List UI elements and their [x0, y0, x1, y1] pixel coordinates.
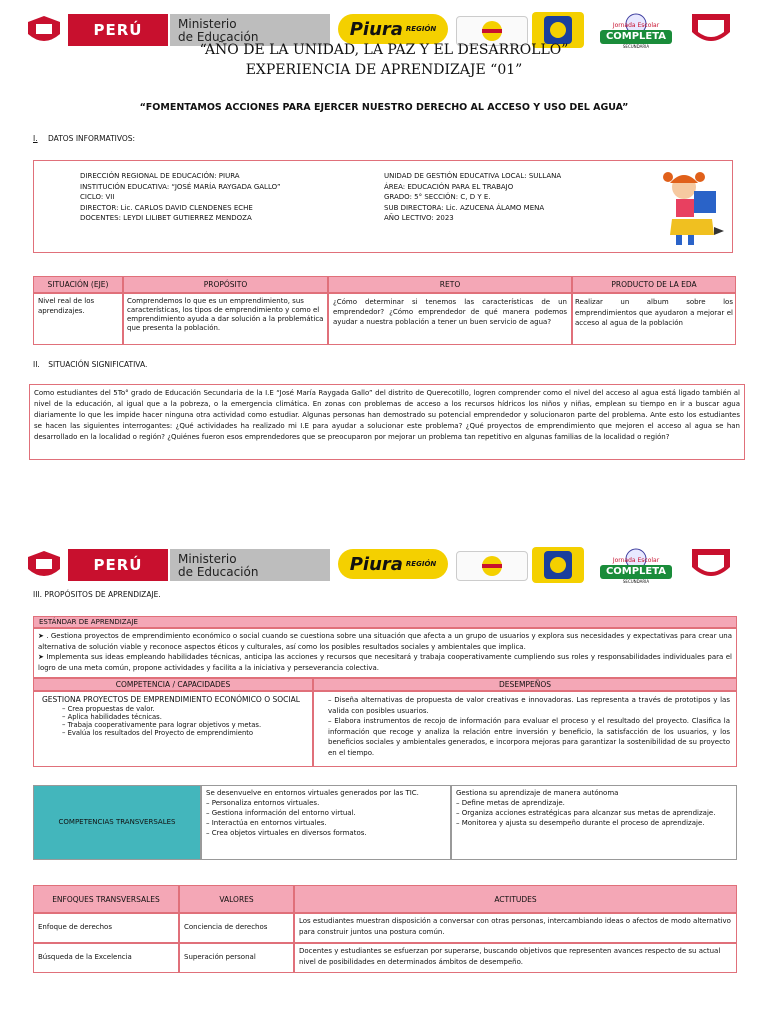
desempeno-text: Diseña alternativas de propuesta de valor creativas e innovadoras. Las representa a través de prototipos y las valida con posibles usuarios.: [328, 696, 730, 715]
th-actitudes: ACTITUDES: [294, 885, 737, 913]
capacidad-text: Trabaja cooperativamente para lograr objetivos y metas.: [67, 720, 262, 729]
ministerio-line1: Ministerio: [178, 17, 237, 31]
tic-item: – Interactúa en entornos virtuales.: [206, 819, 327, 827]
section1-label: DATOS INFORMATIVOS:: [48, 134, 136, 143]
capacidad-item: – Crea propuestas de valor.: [62, 704, 155, 713]
desempeno-text: Elabora instrumentos de recojo de información para evaluar el proceso y el resultado del proyecto. Clasifica la información que recoge y analiza la relación entre inversión y beneficio, la satisfacción de los usuarios, y los beneficios sociales y ambientales generados, e incorpora mejoras para garantizar la sostenibilidad de su proyecto en el tiempo.: [328, 717, 730, 757]
year-title: “AÑO DE LA UNIDAD, LA PAZ Y EL DESARROLLO”: [199, 42, 569, 58]
section3-heading: [33, 590, 161, 600]
estandar-item: [38, 631, 732, 652]
capacidad-text: Evalúa los resultados del Proyecto de emprendimiento: [67, 728, 254, 737]
piura-text: Piura: [349, 553, 403, 575]
tic-item-text: Personaliza entornos virtuales.: [211, 799, 320, 807]
td-proposito: Comprendemos lo que es un emprendimiento, sus características, los tipos de emprendimiento y como el emprendimiento ayuda a dar solución a la problemática que presenta la población.: [123, 293, 328, 345]
datos-docentes: DOCENTES: LEYDI LILIBET GUTIERREZ MENDOZA: [80, 214, 252, 222]
piura-text: Piura: [349, 18, 403, 40]
capacidad-text: Aplica habilidades técnicas.: [67, 712, 162, 721]
td-reto: ¿Cómo determinar si tenemos las características de un emprendedor? ¿Cómo emprendedor de qué manera podemos ayudar a nuestra población a tener un buen servicio de agua?: [328, 293, 572, 345]
jornada-line1: Jornada Escolar: [612, 557, 660, 564]
capacidad-item: – Evalúa los resultados del Proyecto de emprendimiento: [62, 728, 254, 737]
arrow-bullet-icon: ➤: [38, 632, 44, 640]
jornada-line3: SECUNDARIA: [622, 44, 650, 49]
peru-coat-of-arms-icon: [24, 549, 64, 583]
autonomo-item: – Organiza acciones estratégicas para alcanzar sus metas de aprendizaje.: [456, 809, 716, 817]
td-producto: Realizar un album sobre los emprendimientos que ayudaron a mejorar el acceso al agua de la población: [572, 293, 736, 345]
th-valores: VALORES: [179, 885, 294, 913]
experience-title: EXPERIENCIA DE APRENDIZAJE “01”: [245, 62, 523, 78]
td-situacion: Nivel real de los aprendizajes.: [33, 293, 123, 345]
section2-number: II.: [33, 360, 40, 369]
estandar-item-text: . Gestiona proyectos de emprendimiento económico o social cuando se cuestiona sobre una situación que afecta a un grupo de usuarios y explora sus necesidades y expectativas para crear una alternativa de solución viable y reconoce aspectos éticos y culturales, así como los posibles resultados sociales y ambientales que implica.: [38, 632, 733, 651]
datos-area: ÁREA: EDUCACIÓN PARA EL TRABAJO: [384, 182, 514, 191]
jornada-line2: COMPLETA: [605, 31, 667, 42]
th-proposito: PROPÓSITO: [123, 276, 328, 293]
autonomo-item: – Monitorea y ajusta su desempeño durante el proceso de aprendizaje.: [456, 819, 705, 827]
section3-label: PROPÓSITOS DE APRENDIZAJE.: [44, 590, 161, 599]
autonomo-item-text: Define metas de aprendizaje.: [461, 799, 565, 807]
autonomo-item-text: Monitorea y ajusta su desempeño durante el proceso de aprendizaje.: [461, 819, 705, 827]
capacidad-text: Crea propuestas de valor.: [67, 704, 155, 713]
datos-subdirectora: SUB DIRECTORA: Lic. AZUCENA ÁLAMO MENA: [384, 203, 545, 212]
tic-item: – Crea objetos virtuales en diversos formatos.: [206, 829, 367, 837]
datos-ie: INSTITUCIÓN EDUCATIVA: “JOSÉ MARÍA RAYGADA GALLO”: [80, 182, 281, 191]
autonomo-item-text: Organiza acciones estratégicas para alcanzar sus metas de aprendizaje.: [461, 809, 716, 817]
actitud-derechos: Los estudiantes muestran disposición a conversar con otras personas, intercambiando ideas o afectos de modo alternativo para construir juntos una postura común.: [294, 913, 737, 943]
datos-anio: AÑO LECTIVO: 2023: [384, 214, 454, 222]
competencia-cell: [33, 691, 313, 767]
enfoque-derechos: Enfoque de derechos: [33, 913, 179, 943]
datos-box: [33, 160, 733, 253]
datos-left: [80, 171, 380, 224]
institution-shield-icon: [688, 547, 734, 585]
datos-ugel: UNIDAD DE GESTIÓN EDUCATIVA LOCAL: SULLANA: [384, 172, 562, 180]
school-emblem-icon: [532, 547, 584, 583]
peru-label: PERÚ: [68, 549, 168, 581]
ministerio-line2: de Educación: [178, 30, 259, 44]
ministerio-line2: de Educación: [178, 565, 259, 579]
header-banner-2: [20, 547, 760, 585]
th-producto: PRODUCTO DE LA EDA: [572, 276, 736, 293]
peru-label: PERÚ: [68, 14, 168, 46]
th-competencia: COMPETENCIA / CAPACIDADES: [33, 678, 313, 691]
actitud-excelencia: Docentes y estudiantes se esfuerzan por superarse, buscando objetivos que representen avances respecto de su actual nivel de posibilidades en determinados ámbitos de desempeño.: [294, 943, 737, 973]
region-text: REGIÓN: [405, 25, 437, 33]
tic-cell: [201, 785, 451, 860]
competencias-transversales-label: [33, 785, 201, 860]
section2-heading: [33, 360, 147, 370]
tic-item: – Gestiona información del entorno virtual.: [206, 809, 356, 817]
capacidad-item: – Trabaja cooperativamente para lograr objetivos y metas.: [62, 720, 262, 729]
tic-item-text: Crea objetos virtuales en diversos formatos.: [211, 829, 367, 837]
th-enfoques: ENFOQUES TRANSVERSALES: [33, 885, 179, 913]
autonomo-item: – Define metas de aprendizaje.: [456, 799, 565, 807]
capacidad-item: – Aplica habilidades técnicas.: [62, 712, 162, 721]
estandar-item: [38, 652, 732, 673]
jornada-line2: COMPLETA: [605, 566, 667, 577]
autonomo-cell: [451, 785, 737, 860]
jornada-line1: Jornada Escolar: [612, 22, 660, 29]
section3-number: III.: [33, 590, 43, 599]
th-desempenos: DESEMPEÑOS: [313, 678, 737, 691]
estandar-box: [33, 628, 737, 678]
arrow-bullet-icon: ➤: [38, 653, 44, 661]
tic-item: – Personaliza entornos virtuales.: [206, 799, 320, 807]
desempenos-cell: [313, 691, 737, 767]
piura-logo: [338, 549, 448, 579]
tic-item-text: Interactúa en entornos virtuales.: [211, 819, 327, 827]
desempeno-item: – Diseña alternativas de propuesta de valor creativas e innovadoras. Las representa a través de prototipos y las valida con posibles usuarios.: [328, 696, 730, 715]
ministerio-label: [170, 549, 330, 581]
datos-ciclo: CICLO: VII: [80, 193, 115, 201]
valor-excelencia: Superación personal: [179, 943, 294, 973]
student-girl-illustration-icon: [654, 165, 728, 249]
jornada-line3: SECUNDARIA: [622, 579, 650, 584]
jornada-escolar-logo: [596, 547, 676, 585]
datos-right: [384, 171, 624, 224]
valor-derechos: Conciencia de derechos: [179, 913, 294, 943]
desempeno-item: – Elabora instrumentos de recojo de información para evaluar el proceso y el resultado del proyecto. Clasifica la información que recoge y analiza la relación entre inversión y beneficio, la satisfacción de los usuarios, y los beneficios sociales y ambientales generados, e incorpora mejoras para garantizar la sostenibilidad de su proyecto en el tiempo.: [328, 717, 730, 757]
tic-item-text: Gestiona información del entorno virtual.: [211, 809, 356, 817]
school-seal-icon: [456, 551, 528, 581]
competencias-transversales-text: COMPETENCIAS TRANSVERSALES: [58, 817, 176, 826]
ministerio-line1: Ministerio: [178, 552, 237, 566]
autonomo-intro: Gestiona su aprendizaje de manera autónoma: [456, 789, 619, 797]
piura-logo: [338, 14, 448, 44]
th-reto: RETO: [328, 276, 572, 293]
datos-director: DIRECTOR: Lic. CARLOS DAVID CLENDENES ECHE: [80, 203, 253, 212]
tic-intro: Se desenvuelve en entornos virtuales generados por las TIC.: [206, 789, 419, 797]
datos-grado: GRADO: 5° SECCIÓN: C, D Y E.: [384, 193, 491, 201]
section2-label: SITUACIÓN SIGNIFICATIVA.: [48, 360, 148, 369]
estandar-item-text: Implementa sus ideas empleando habilidades técnicas, anticipa las acciones y recursos que necesitará y trabaja cooperativamente cumpliendo sus roles y responsabilidades individuales para el logro de una meta común, propone actividades y facilita a la iniciativa y perseverancia colectiva.: [38, 653, 732, 672]
enfoque-excelencia: Búsqueda de la Excelencia: [33, 943, 179, 973]
estandar-title: ESTÁNDAR DE APRENDIZAJE: [33, 616, 737, 628]
region-text: REGIÓN: [405, 560, 437, 568]
section1-number: I.: [33, 134, 38, 143]
th-situacion: SITUACIÓN (EJE): [33, 276, 123, 293]
situacion-significativa-text: Como estudiantes del 5To° grado de Educación Secundaria de la I.E “José María Raygada Gallo” del distrito de Querecotillo, logren comprender como el nivel del acceso al agua está ligado también al nivel de la educación, al igual que a la pobreza, o la emergencia climática. En zonas con problemas de acceso a los recursos hídricos los niños y niñas, emplean su tiempo en ir a buscar agua diariamente lo que les impide hacer ninguna otra actividad como estudiar. Algunas personas han demostrado su potencial emprendedor y solucionaron parte del problema. Ante esto los estudiantes se hacen las siguientes interrogantes: ¿Qué actividades ha realizado mi I.E para ayudar a solucionar este problema? ¿Qué proyectos de emprendimiento que mejoren el acceso al agua se han desarrollado en la localidad o región? ¿Quiénes fueron esos emprendedores que se preocuparon por mejorar un problema tan repetitivo en algunas familias de la localidad o región?: [29, 384, 745, 460]
theme-title: “FOMENTAMOS ACCIONES PARA EJERCER NUESTRO DERECHO AL ACCESO Y USO DEL AGUA”: [139, 102, 629, 113]
datos-dre: DIRECCIÓN REGIONAL DE EDUCACIÓN: PIURA: [80, 172, 240, 180]
competencia-name: GESTIONA PROYECTOS DE EMPRENDIMIENTO ECONÓMICO O SOCIAL: [42, 695, 300, 704]
section1-heading: [33, 134, 135, 144]
